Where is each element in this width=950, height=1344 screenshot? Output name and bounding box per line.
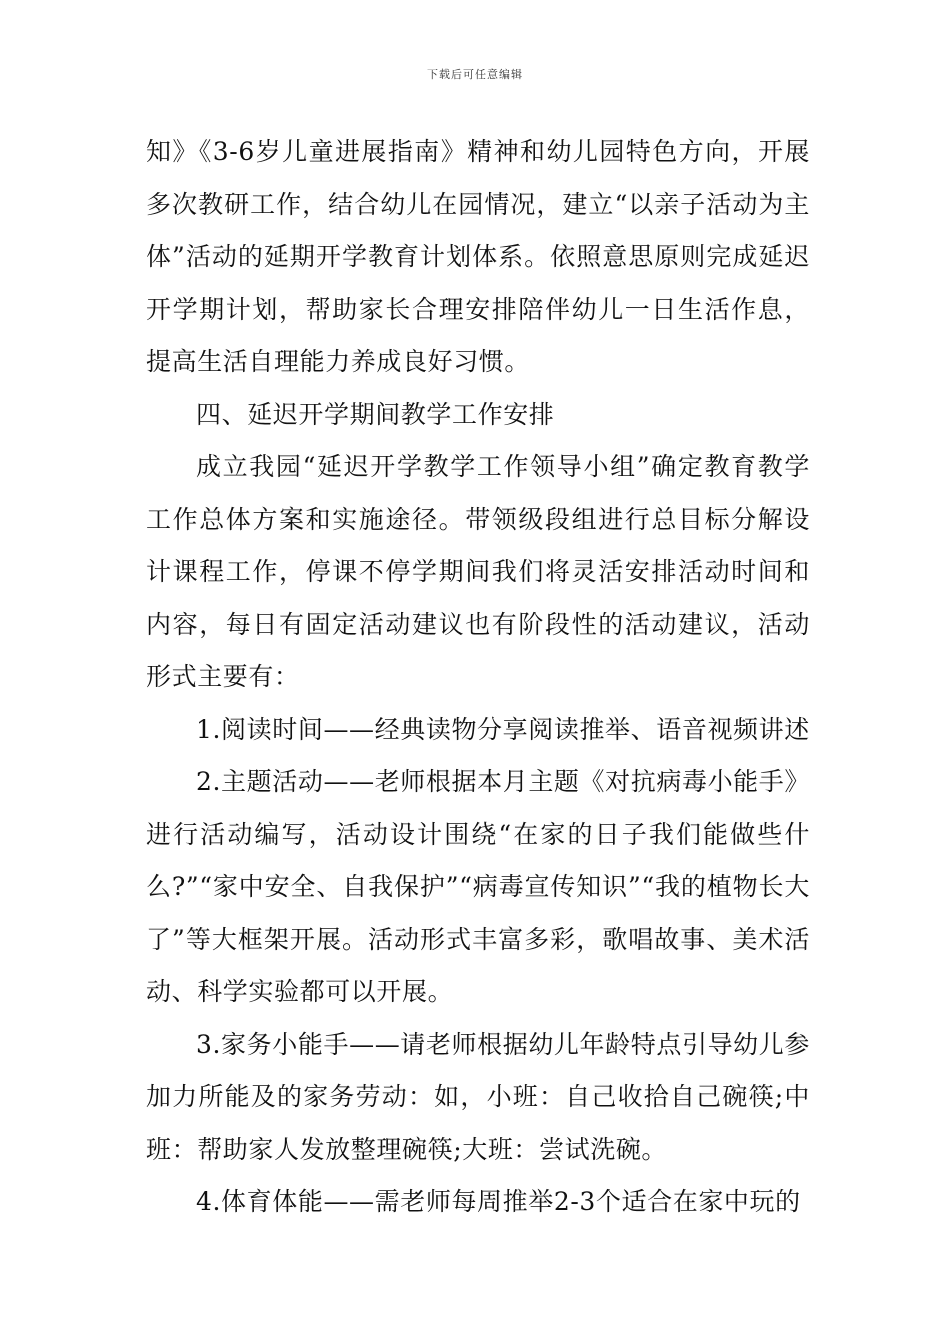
list-item-theme-activity: 2.主题活动——老师根据本月主题《对抗病毒小能手》进行活动编写，活动设计围绕“在家的日子我们能做些什么?”“家中安全、自我保护”“病毒宣传知识”“我的植物长大了”等大框架开展。活动形式丰富多彩，歌唱故事、美术活动、科学实验都可以开展。	[146, 767, 810, 1006]
paragraph-intro: 成立我园“延迟开学教学工作领导小组”确定教育教学工作总体方案和实施途径。带领级段组进行总目标分解设计课程工作，停课不停学期间我们将灵活安排活动时间和内容，每日有固定活动建议也有阶段性的活动建议，活动形式主要有：	[146, 452, 810, 691]
list-item-reading: 1.阅读时间——经典读物分享阅读推举、语音视频讲述	[196, 714, 810, 744]
page-header-note: 下载后可任意编辑	[427, 68, 523, 81]
paragraph-continuation: 知》《3-6岁儿童进展指南》精神和幼儿园特色方向，开展多次教研工作，结合幼儿在园情况，建立“以亲子活动为主体”活动的延期开学教育计划体系。依照意思原则完成延迟开学期计划，帮助家长合理安排陪伴幼儿一日生活作息，提高生活自理能力养成良好习惯。	[146, 137, 810, 376]
document-body	[146, 126, 810, 1229]
list-item-sports: 4.体育体能——需老师每周推举2-3个适合在家中玩的	[196, 1187, 801, 1216]
section-heading: 四、延迟开学期间教学工作安排	[196, 399, 555, 429]
list-item-housework: 3.家务小能手——请老师根据幼儿年龄特点引导幼儿参加力所能及的家务劳动：如，小班：自己收拾自己碗筷;中班：帮助家人发放整理碗筷;大班：尝试洗碗。	[146, 1029, 810, 1164]
